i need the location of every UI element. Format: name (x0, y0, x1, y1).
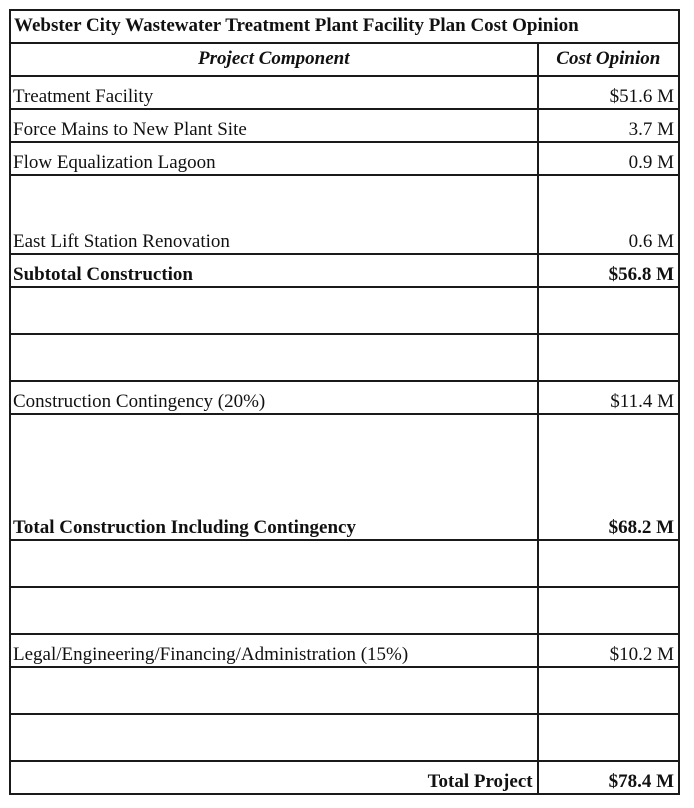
empty-row (10, 287, 679, 334)
header-cost-opinion: Cost Opinion (538, 43, 679, 76)
row-cost: $11.4 M (538, 381, 679, 414)
row-cost: 0.6 M (538, 175, 679, 254)
row-component (10, 587, 538, 634)
row-cost: $78.4 M (538, 761, 679, 794)
table-row (10, 142, 679, 175)
total-project-row (10, 761, 679, 794)
row-component (10, 287, 538, 334)
table-row (10, 76, 679, 109)
table-row (10, 634, 679, 667)
empty-row (10, 540, 679, 587)
row-component: Force Mains to New Plant Site (10, 109, 538, 142)
row-component: Total Project (10, 761, 538, 794)
empty-row (10, 714, 679, 761)
row-component (10, 667, 538, 714)
row-cost: $10.2 M (538, 634, 679, 667)
table-row (10, 175, 679, 254)
row-cost (538, 667, 679, 714)
table-row (10, 109, 679, 142)
row-cost: $68.2 M (538, 414, 679, 540)
table-header-row (10, 43, 679, 76)
row-component (10, 334, 538, 381)
row-component: Total Construction Including Contingency (10, 414, 538, 540)
row-cost (538, 587, 679, 634)
table-title: Webster City Wastewater Treatment Plant Facility Plan Cost Opinion (10, 10, 679, 43)
table-title-row (10, 10, 679, 43)
table-row (10, 381, 679, 414)
row-cost (538, 540, 679, 587)
row-cost (538, 334, 679, 381)
row-cost (538, 714, 679, 761)
row-cost: 3.7 M (538, 109, 679, 142)
cost-opinion-table (9, 9, 680, 795)
row-component: Treatment Facility (10, 76, 538, 109)
total-construction-row (10, 414, 679, 540)
cost-opinion-document (9, 9, 680, 795)
empty-row (10, 334, 679, 381)
row-component (10, 714, 538, 761)
row-cost (538, 287, 679, 334)
row-component: Construction Contingency (20%) (10, 381, 538, 414)
empty-row (10, 587, 679, 634)
row-component: Flow Equalization Lagoon (10, 142, 538, 175)
subtotal-row (10, 254, 679, 287)
row-cost: $51.6 M (538, 76, 679, 109)
empty-row (10, 667, 679, 714)
header-project-component: Project Component (10, 43, 538, 76)
row-cost: $56.8 M (538, 254, 679, 287)
row-component: East Lift Station Renovation (10, 175, 538, 254)
row-component: Legal/Engineering/Financing/Administration (15%) (10, 634, 538, 667)
row-component: Subtotal Construction (10, 254, 538, 287)
row-component (10, 540, 538, 587)
row-cost: 0.9 M (538, 142, 679, 175)
